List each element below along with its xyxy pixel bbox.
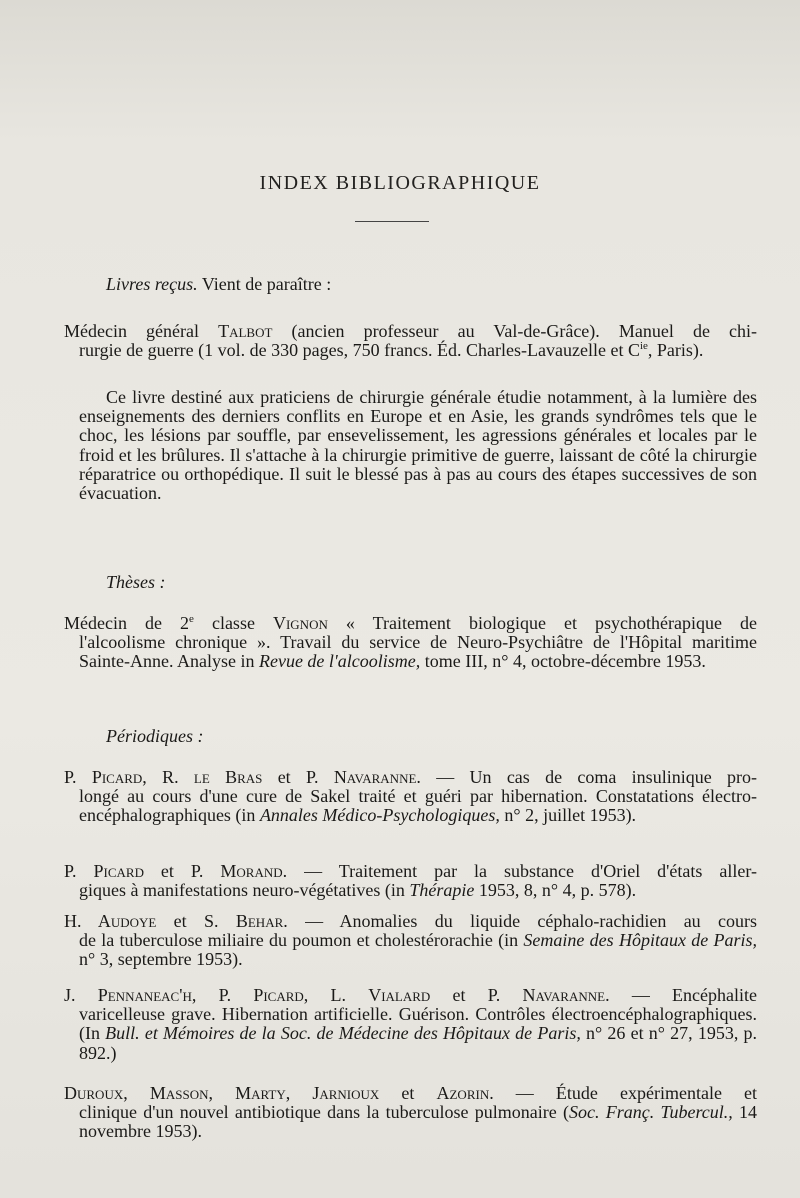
journal-title: Revue de l'alcoolisme, bbox=[258, 651, 421, 672]
section-theses-heading: Thèses : bbox=[106, 572, 166, 592]
entry-pennaneac: J. Pennaneac'h, P. Picard, L. Vialard et P. Navaranne. — Encéphalite varicelleuse grave. Hibernation artificielle. Guérison. Contrôles électroencéphalographiques. (In Bull. et Mémoires de la Soc. de Médecine des Hôpitaux de Paris, n° 26 et n° 27, 1953, p. 892.) bbox=[64, 985, 758, 1063]
entry-vignon: Médecin de 2e classe Vignon « Traitement biologique et psychothérapique de l'alcoolisme chronique ». Travail du service de Neuro-Psychiâtre de l'Hôpital maritime Sainte-Anne. Analyse in Revue de l'alcoolisme, tome III, n° 4, octobre-décembre 1953. bbox=[64, 613, 757, 672]
section-livres-heading: Livres reçus. bbox=[106, 274, 198, 294]
journal-title: Bull. et Mémoires de la Soc. de Médecine des Hôpitaux de Paris, bbox=[105, 1023, 581, 1044]
journal-title: Soc. Franç. Tubercul., bbox=[569, 1102, 733, 1123]
section-livres bbox=[106, 274, 331, 295]
entry-duroux: Duroux, Masson, Marty, Jarnioux et Azorin. — Étude expérimentale et clinique d'un nouvel antibiotique dans la tuberculose pulmonaire (Soc. Franç. Tubercul., 14 novembre 1953). bbox=[64, 1083, 758, 1142]
journal-title: Thérapie bbox=[409, 880, 475, 901]
entry-audoye-behar: H. Audoye et S. Behar. — Anomalies du liquide céphalo-rachidien au cours de la tuberculose miliaire du poumon et cholestérorachie (in Semaine des Hôpitaux de Paris, n° 3, septembre 1953). bbox=[64, 911, 758, 970]
journal-title: Semaine des Hôpitaux de Paris, bbox=[523, 930, 757, 951]
section-livres-intro: Vient de paraître : bbox=[197, 274, 332, 294]
author-name: Vignon bbox=[272, 613, 328, 633]
section-periodiques-heading: Périodiques : bbox=[106, 726, 204, 746]
journal-title: Annales Médico-Psychologiques, bbox=[259, 805, 500, 826]
entry-picard-coma: P. Picard, R. le Bras et P. Navaranne. — Un cas de coma insulinique pro- longé au cours d'une cure de Sakel traité et guéri par hibernation. Constatations électro-encéphalographiques (in Annales Médico-Psychologiques, n° 2, juillet 1953). bbox=[64, 767, 757, 826]
title-divider bbox=[355, 221, 429, 222]
author-name: Talbot bbox=[218, 321, 273, 341]
entry-talbot: Médecin général Talbot (ancien professeur au Val-de-Grâce). Manuel de chi- rurgie de guerre (1 vol. de 330 pages, 750 francs. Éd. Charles-Lavauzelle et $C^{ie}$, Paris). bbox=[64, 321, 758, 361]
page-title: INDEX BIBLIOGRAPHIQUE bbox=[259, 172, 541, 194]
entry-picard-morand: P. Picard et P. Morand. — Traitement par la substance d'Oriel d'états aller- giques à manifestations neuro-végétatives (in Thérapie 1953, 8, n° 4, p. 578). bbox=[64, 861, 757, 901]
entry-talbot-description: Ce livre destiné aux praticiens de chirurgie générale étudie notamment, à la lumière des enseignements des derniers conflits en Europe et en Asie, les grands syndrômes tels que le choc, les lésions par souffle, par ensevelissement, les agressions générales et locales par le froid et les brûlures. Il s'attache à la chirurgie primitive de guerre, laissant de côté la chirurgie réparatrice ou orthopédique. Il suit le blessé pas à pas au cours des étapes successives de son évacuation. bbox=[79, 387, 757, 504]
